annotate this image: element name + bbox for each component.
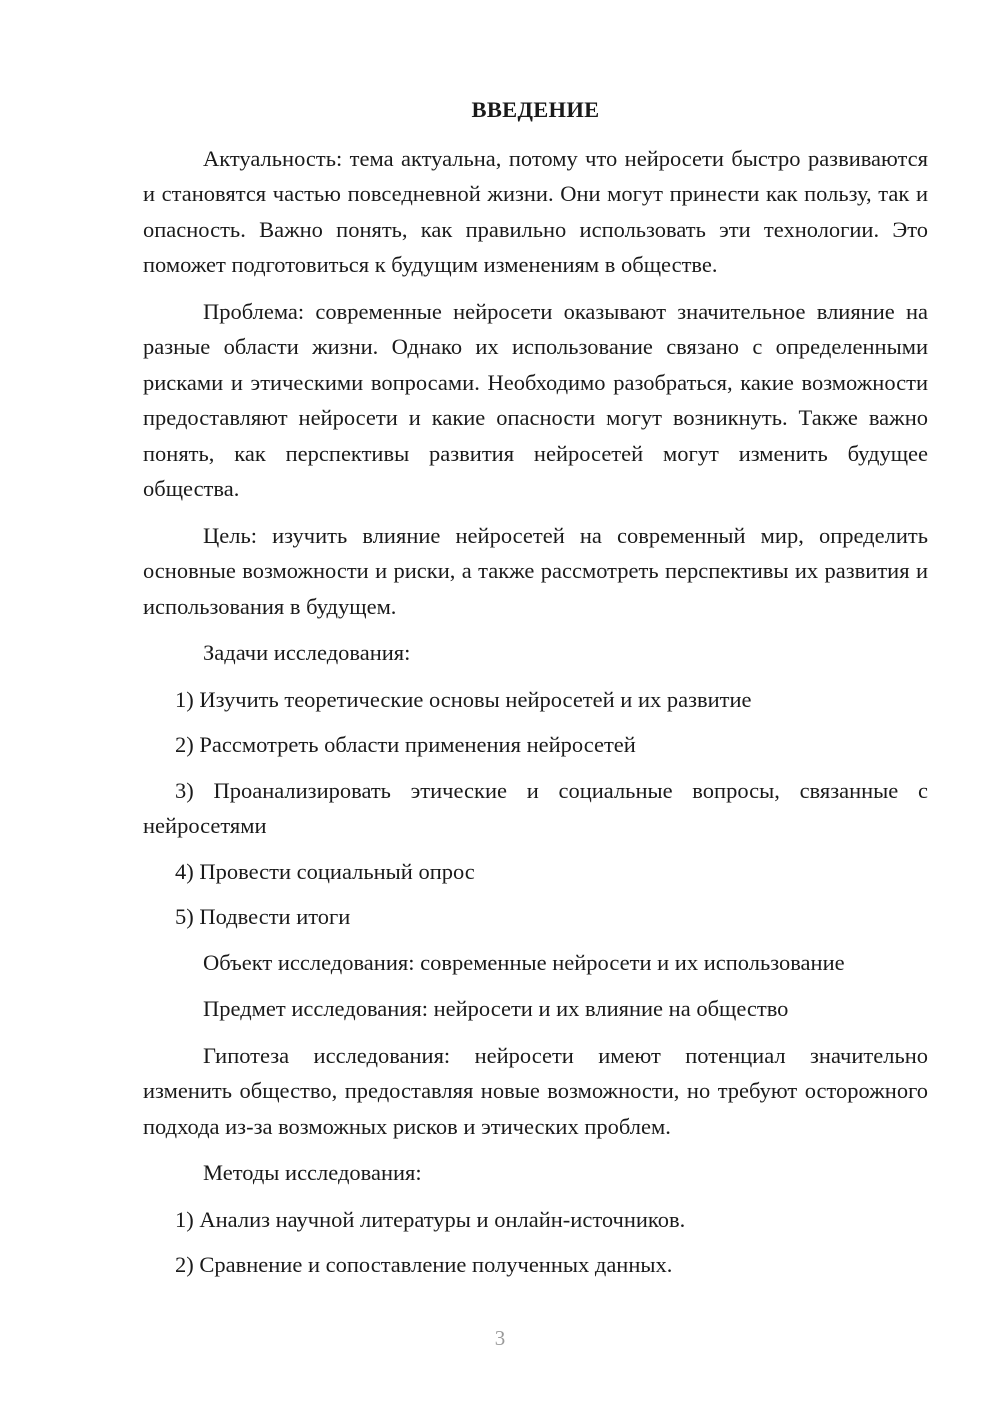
tasks-heading: Задачи исследования:: [203, 640, 411, 665]
page-number: 3: [494, 1326, 506, 1350]
tasks-list: [143, 682, 928, 935]
task-item: 3) Проанализировать этические и социальные вопросы, связанные с нейросетями: [143, 777, 928, 838]
goal-paragraph: Цель: изучить влияние нейросетей на современный мир, определить основные возможности и риски, а также рассмотреть перспективы их развития и использования в будущем.: [143, 522, 928, 619]
task-item: 4) Провести социальный опрос: [175, 858, 475, 884]
object-line: Объект исследования: современные нейросети и их использование: [203, 949, 845, 975]
task-item: 1) Изучить теоретические основы нейросетей и их развитие: [175, 686, 752, 712]
method-item: 1) Анализ научной литературы и онлайн-источников.: [175, 1206, 686, 1232]
problem-paragraph: Проблема: современные нейросети оказывают значительное влияние на разные области жизни. Однако их использование связано с определенными рисками и этическими вопросами. Необходимо разобраться, какие возможности предоставляют нейросети и какие опасности могут возникнуть. Также важно понять, как перспективы развития нейросетей могут изменить будущее общества.: [143, 298, 928, 501]
method-item: 2) Сравнение и сопоставление полученных данных.: [175, 1252, 673, 1277]
task-item: 5) Подвести итоги: [175, 904, 351, 929]
methods-list: [143, 1202, 928, 1283]
section-title: ВВЕДЕНИЕ: [471, 97, 600, 122]
relevance-paragraph: Актуальность: тема актуальна, потому что нейросети быстро развиваются и становятся частью повседневной жизни. Они могут принести как пользу, так и опасность. Важно понять, как правильно использовать эти технологии. Это поможет подготовиться к будущим изменениям в обществе.: [143, 145, 928, 277]
subject-line: Предмет исследования: нейросети и их влияние на общество: [203, 996, 789, 1021]
task-item: 2) Рассмотреть области применения нейросетей: [175, 732, 636, 757]
document-page: [143, 92, 928, 1293]
methods-heading: Методы исследования:: [203, 1160, 422, 1185]
hypothesis-paragraph: Гипотеза исследования: нейросети имеют потенциал значительно изменить общество, предоставляя новые возможности, но требуют осторожного подхода из-за возможных рисков и этических проблем.: [143, 1042, 928, 1139]
